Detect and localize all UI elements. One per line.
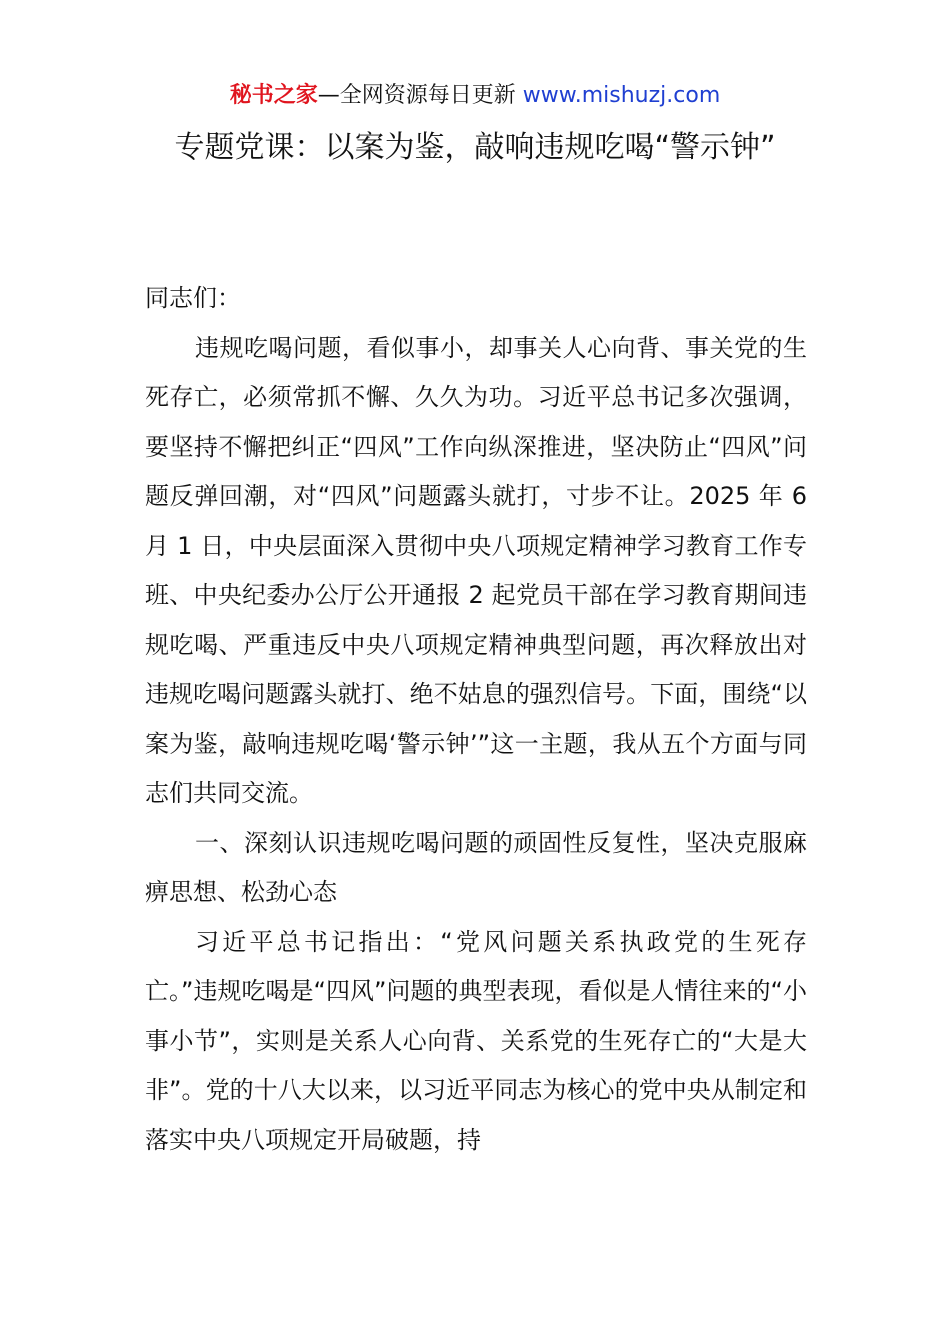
body-paragraph: 习近平总书记指出：“党风问题关系执政党的生死存亡。”违规吃喝是“四风”问题的典型表现，看似是人情往来的“小事小节”，实则是关系人心向背、关系党的生死存亡的“大是大非”。党的十八大以来，以习近平同志为核心的党中央从制定和落实中央八项规定开局破题，持 [145, 927, 807, 1154]
body-paragraph: 违规吃喝问题，看似事小，却事关人心向背、事关党的生死存亡，必须常抓不懈、久久为功。习近平总书记多次强调，要坚持不懈把纠正“四风”工作向纵深推进，坚决防止“四风”问题反弹回潮，对“四风”问题露头就打，寸步不让。2025 年 6 月 1 日，中央层面深入贯彻中央八项规定精神学习教育工作专班、中央纪委办公厅公开通报 2 起党员干部在学习教育期间违规吃喝、严重违反中央八项规定精神典型问题，再次释放出对违规吃喝问题露头就打、绝不姑息的强烈信号。下面，围绕“以案为鉴，敲响违规吃喝‘警示钟’”这一主题，我从五个方面与同志们共同交流。 [145, 333, 807, 807]
section-heading: 一、深刻认识违规吃喝问题的顽固性反复性，坚决克服麻痹思想、松劲心态 [145, 828, 807, 906]
salutation: 同志们： [145, 284, 241, 312]
document-body [145, 274, 807, 1165]
document-title: 专题党课：以案为鉴，敲响违规吃喝“警示钟” [174, 130, 776, 165]
site-name: 秘书之家 [229, 83, 318, 108]
site-url-link[interactable]: www.mishuzj.com [522, 83, 721, 108]
site-tagline: —全网资源每日更新 [317, 83, 523, 108]
site-header [0, 80, 950, 112]
